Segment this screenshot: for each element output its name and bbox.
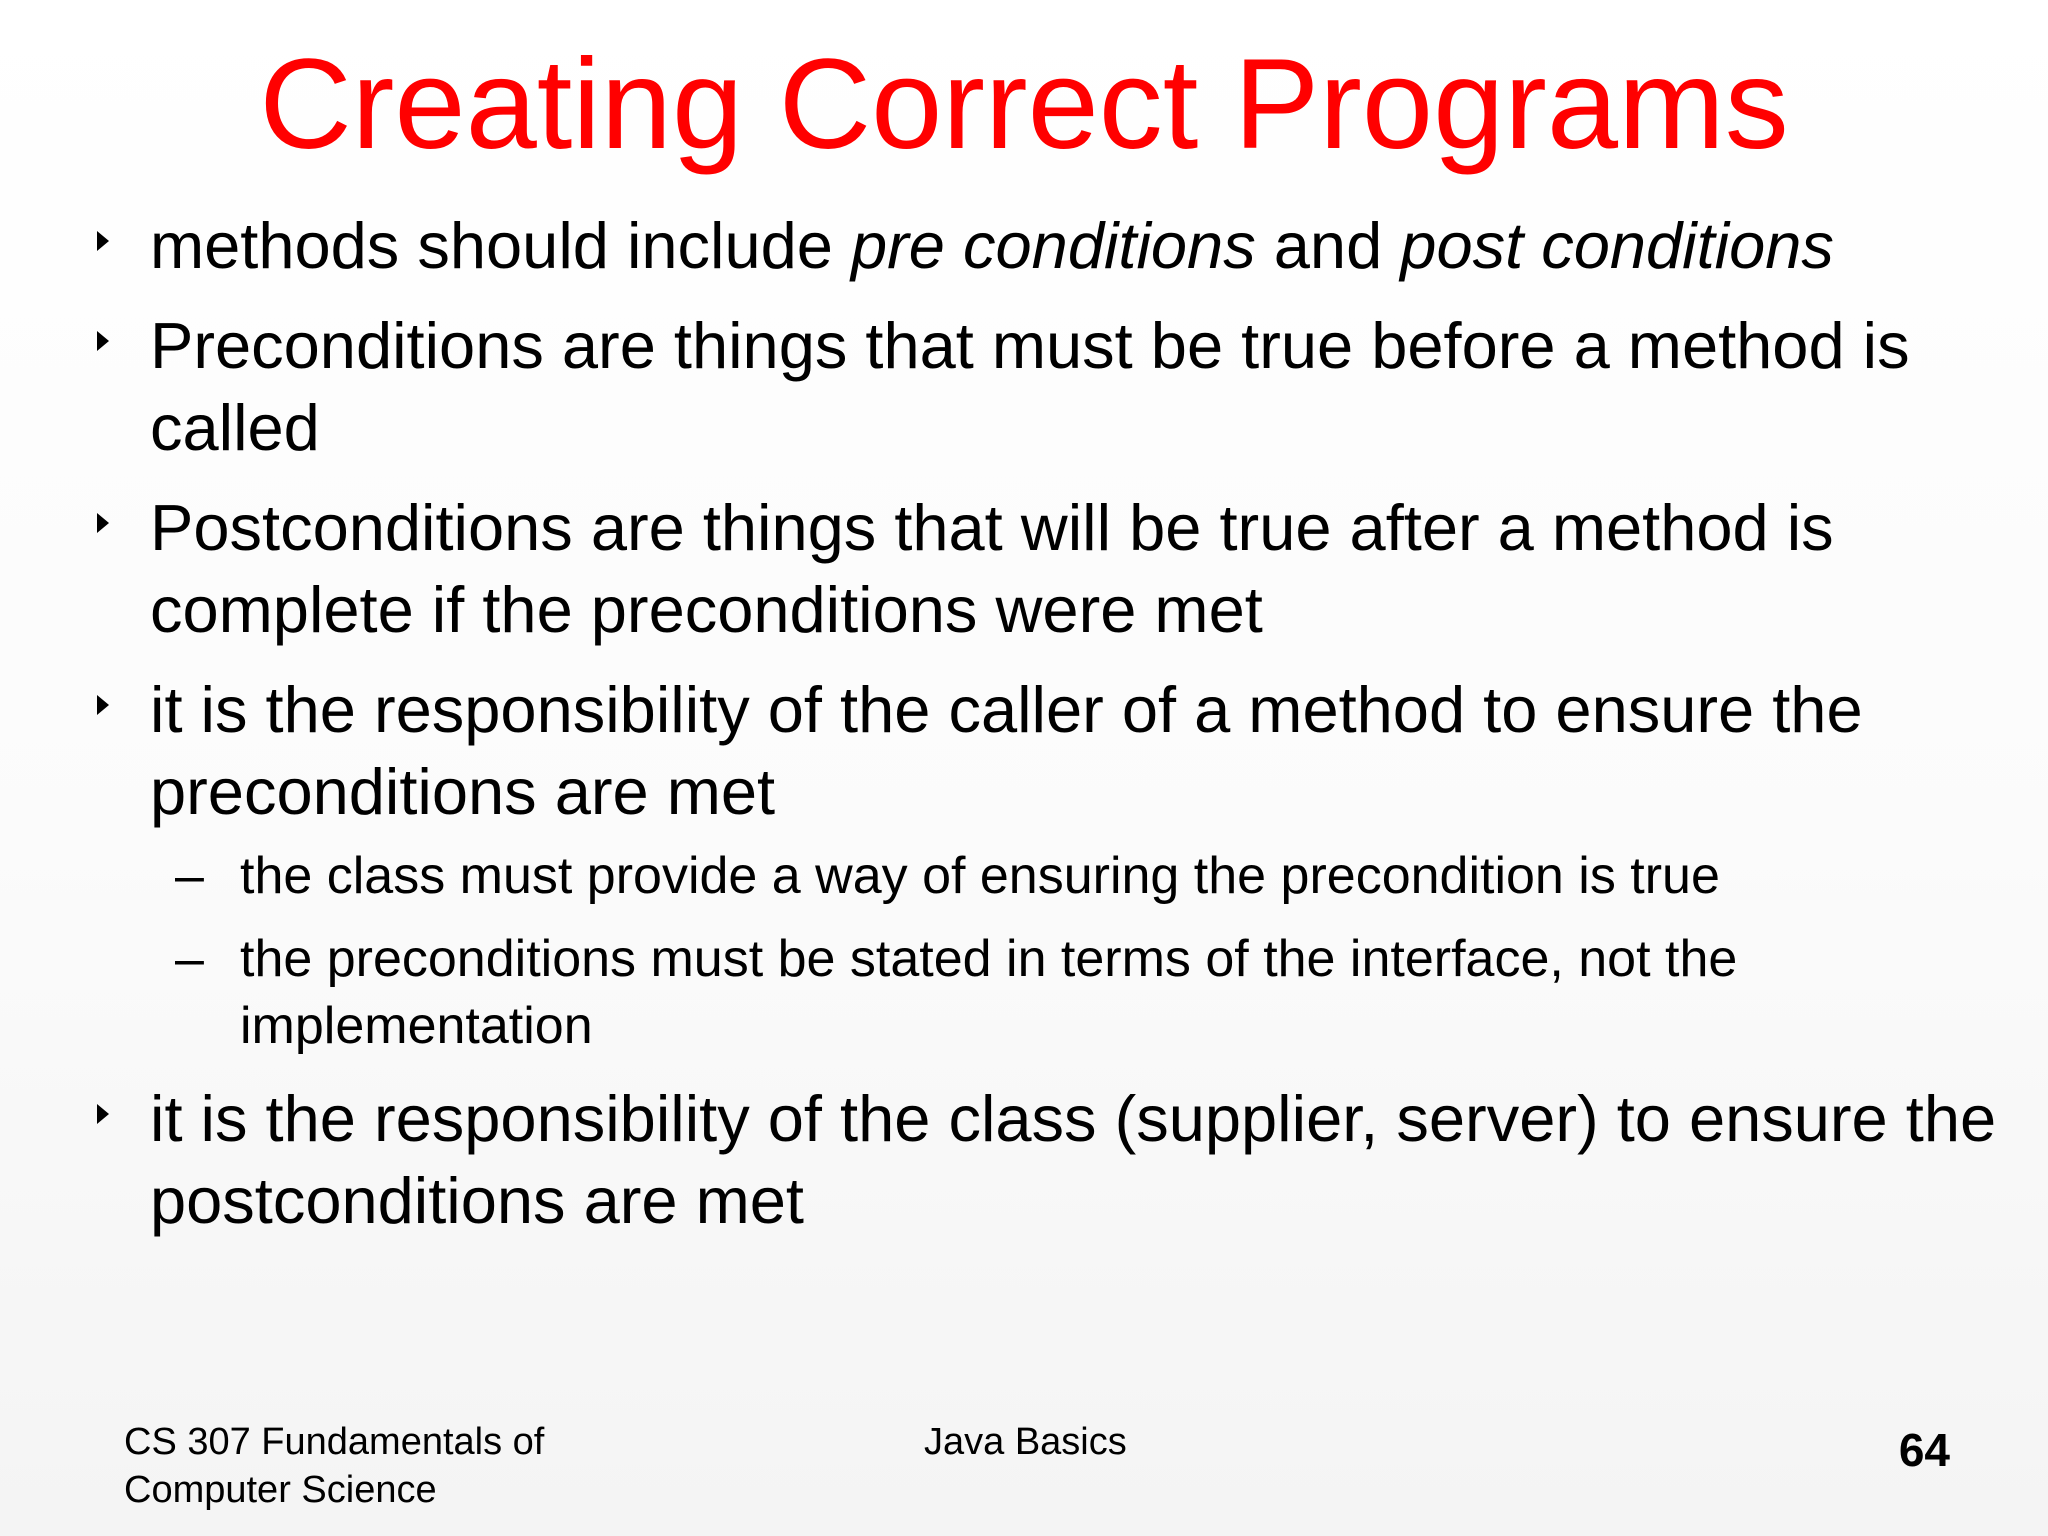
sub-bullet-text: the preconditions must be stated in terms of the interface, not the implementation xyxy=(240,930,1738,1055)
bullet-list xyxy=(0,205,2048,1260)
dash-marker: – xyxy=(175,930,204,988)
bullet-text xyxy=(150,491,1834,646)
footer-topic: Java Basics xyxy=(924,1421,1127,1463)
sub-bullet-item xyxy=(150,843,2048,910)
triangle-right-icon xyxy=(97,331,109,351)
bullet-item xyxy=(0,205,2048,287)
bullet-item xyxy=(0,1078,2048,1242)
bullet-text-part: it is the responsibility of the caller of a method to ensure the preconditions are met xyxy=(150,673,1863,828)
footer-course-line2: Computer Science xyxy=(124,1469,437,1511)
triangle-right-icon xyxy=(97,695,109,715)
bullet-text-part: Postconditions are things that will be true after a method is complete if the preconditions were met xyxy=(150,491,1834,646)
slide-title: Creating Correct Programs xyxy=(259,33,1789,176)
bullet-text-part: methods should include xyxy=(150,209,852,282)
bullet-text-italic: post conditions xyxy=(1400,209,1834,282)
triangle-right-icon xyxy=(97,513,109,533)
dash-marker: – xyxy=(175,847,204,905)
bullet-item xyxy=(0,669,2048,1060)
bullet-item xyxy=(0,305,2048,469)
sub-bullet-text: the class must provide a way of ensuring the precondition is true xyxy=(240,847,1720,905)
bullet-text-italic: pre conditions xyxy=(851,209,1256,282)
footer-course-line1: CS 307 Fundamentals of xyxy=(124,1421,545,1463)
sub-bullet-item xyxy=(150,926,2048,1060)
bullet-text-part: Preconditions are things that must be true before a method is called xyxy=(150,309,1910,464)
bullet-text-part: it is the responsibility of the class (supplier, server) to ensure the postconditions are met xyxy=(150,1082,1997,1237)
bullet-text xyxy=(150,673,1863,828)
sub-bullet-list xyxy=(150,843,2048,1060)
triangle-right-icon xyxy=(97,1104,109,1124)
triangle-right-icon xyxy=(97,231,109,251)
bullet-item xyxy=(0,487,2048,651)
bullet-text xyxy=(150,1082,1996,1237)
bullet-text xyxy=(150,309,1910,464)
footer-course xyxy=(124,1418,544,1514)
page-number: 64 xyxy=(1898,1424,1950,1476)
bullet-text xyxy=(150,209,1834,282)
bullet-text-part: and xyxy=(1255,209,1401,282)
